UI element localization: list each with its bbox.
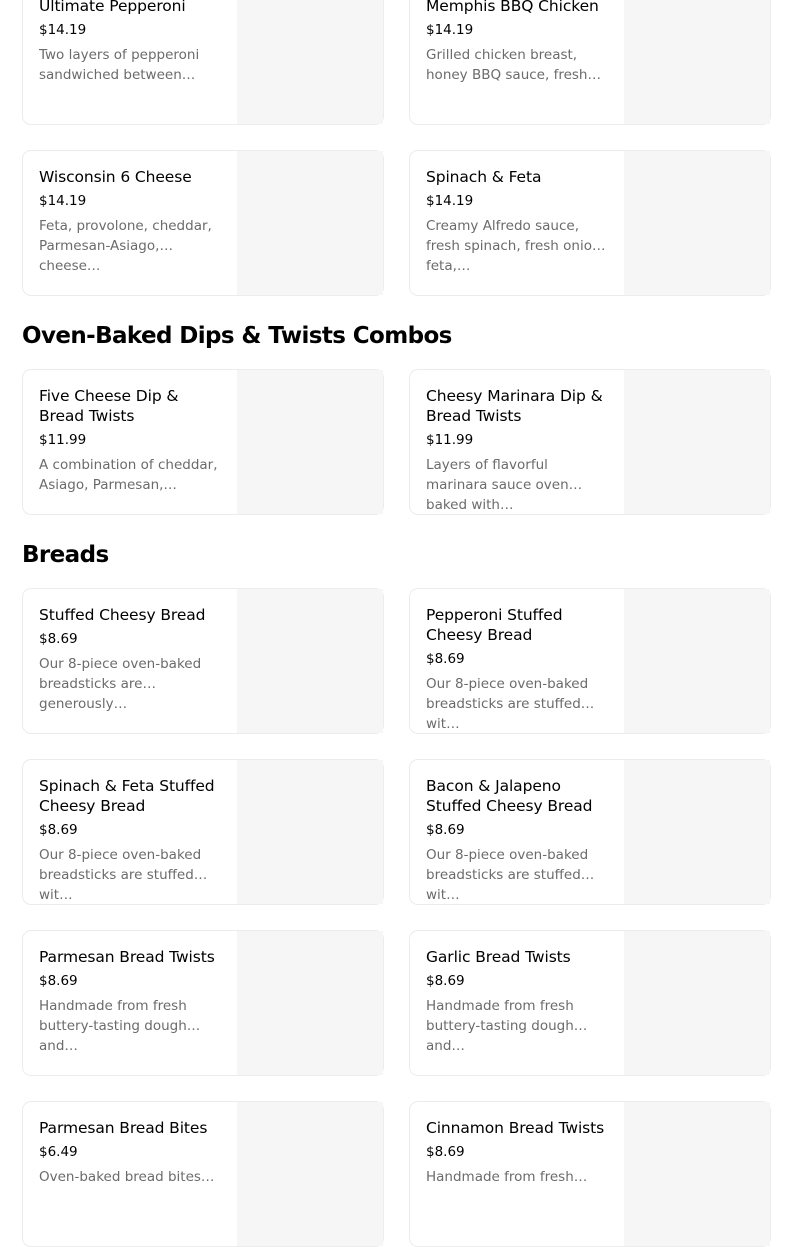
item-description: A combination of cheddar, Asiago, Parmesan,… <box>39 457 218 493</box>
item-info <box>426 386 612 513</box>
item-info <box>426 605 612 732</box>
item-price: $11.99 <box>426 432 474 448</box>
item-price: $8.69 <box>39 822 78 838</box>
item-description: Layers of flavorful marinara sauce oven baked with… <box>426 457 569 513</box>
item-price: $14.19 <box>426 22 474 38</box>
item-name: Wisconsin 6 Cheese <box>39 168 192 186</box>
item-name: Five Cheese Dip & Bread Twists <box>39 387 179 425</box>
item-info <box>39 1118 225 1187</box>
menu-item-card[interactable] <box>22 0 384 125</box>
item-name: Spinach & Feta Stuffed Cheesy Bread <box>39 777 215 815</box>
item-image-placeholder <box>624 760 770 904</box>
item-price: $14.19 <box>39 22 87 38</box>
item-name: Garlic Bread Twists <box>426 948 571 966</box>
item-info <box>426 167 612 274</box>
item-info <box>426 1118 612 1187</box>
item-description: Our 8-piece oven-baked breadsticks are stuffed wit… <box>426 847 589 903</box>
menu-item-card[interactable] <box>409 369 771 515</box>
item-image-placeholder <box>624 931 770 1075</box>
item-info <box>39 0 225 85</box>
item-description: Oven-baked bread bites… <box>39 1169 215 1185</box>
item-description: Creamy Alfredo sauce, fresh spinach, fresh onions, feta,… <box>426 218 612 274</box>
menu-item-card[interactable] <box>409 588 771 734</box>
item-name: Cheesy Marinara Dip & Bread Twists <box>426 387 603 425</box>
item-name: Ultimate Pepperoni <box>39 0 186 15</box>
section-title: Breads <box>22 542 109 568</box>
item-price: $8.69 <box>426 822 465 838</box>
item-name: Cinnamon Bread Twists <box>426 1119 605 1137</box>
menu-item-card[interactable] <box>409 759 771 905</box>
item-description: Two layers of pepperoni sandwiched between… <box>39 47 200 83</box>
item-info <box>426 0 612 85</box>
item-name: Stuffed Cheesy Bread <box>39 606 206 624</box>
menu-item-card[interactable] <box>22 930 384 1076</box>
menu-item-card[interactable] <box>22 1101 384 1247</box>
item-description: Our 8-piece oven-baked breadsticks are generously… <box>39 656 202 712</box>
item-image-placeholder <box>624 1102 770 1246</box>
item-image-placeholder <box>237 589 383 733</box>
item-image-placeholder <box>237 0 383 124</box>
menu-item-card[interactable] <box>22 150 384 296</box>
menu-item-card[interactable] <box>22 759 384 905</box>
item-description: Handmade from fresh buttery-tasting dough and… <box>426 998 574 1054</box>
item-name: Bacon & Jalapeno Stuffed Cheesy Bread <box>426 777 593 815</box>
item-image-placeholder <box>624 589 770 733</box>
item-description: Handmade from fresh… <box>426 1169 588 1185</box>
item-info <box>39 605 225 712</box>
item-name: Parmesan Bread Bites <box>39 1119 208 1137</box>
menu-item-card[interactable] <box>409 150 771 296</box>
item-name: Parmesan Bread Twists <box>39 948 215 966</box>
item-info <box>39 776 225 903</box>
item-price: $8.69 <box>426 651 465 667</box>
item-price: $8.69 <box>426 973 465 989</box>
item-description: Our 8-piece oven-baked breadsticks are stuffed wit… <box>39 847 202 903</box>
item-image-placeholder <box>237 760 383 904</box>
item-price: $8.69 <box>39 631 78 647</box>
item-name: Memphis BBQ Chicken <box>426 0 599 15</box>
menu-item-card[interactable] <box>409 1101 771 1247</box>
item-image-placeholder <box>624 370 770 514</box>
item-name: Spinach & Feta <box>426 168 542 186</box>
item-image-placeholder <box>624 0 770 124</box>
item-price: $8.69 <box>39 973 78 989</box>
item-description: Grilled chicken breast, honey BBQ sauce, fresh… <box>426 47 601 83</box>
menu-item-card[interactable] <box>409 0 771 125</box>
item-image-placeholder <box>624 151 770 295</box>
item-price: $6.49 <box>39 1144 78 1160</box>
menu-item-card[interactable] <box>409 930 771 1076</box>
item-image-placeholder <box>237 931 383 1075</box>
item-price: $14.19 <box>39 193 87 209</box>
item-description: Feta, provolone, cheddar, Parmesan-Asiago, cheese… <box>39 218 212 274</box>
item-info <box>426 776 612 903</box>
item-info <box>39 386 225 495</box>
item-description: Our 8-piece oven-baked breadsticks are stuffed wit… <box>426 676 589 732</box>
item-image-placeholder <box>237 151 383 295</box>
item-price: $14.19 <box>426 193 474 209</box>
item-price: $11.99 <box>39 432 87 448</box>
menu-item-card[interactable] <box>22 369 384 515</box>
item-name: Pepperoni Stuffed Cheesy Bread <box>426 606 563 644</box>
item-info <box>39 947 225 1054</box>
menu-item-card[interactable] <box>22 588 384 734</box>
section-title: Oven-Baked Dips & Twists Combos <box>22 323 452 349</box>
item-info <box>426 947 612 1054</box>
item-price: $8.69 <box>426 1144 465 1160</box>
item-description: Handmade from fresh buttery-tasting dough and… <box>39 998 187 1054</box>
item-info <box>39 167 225 274</box>
item-image-placeholder <box>237 370 383 514</box>
item-image-placeholder <box>237 1102 383 1246</box>
